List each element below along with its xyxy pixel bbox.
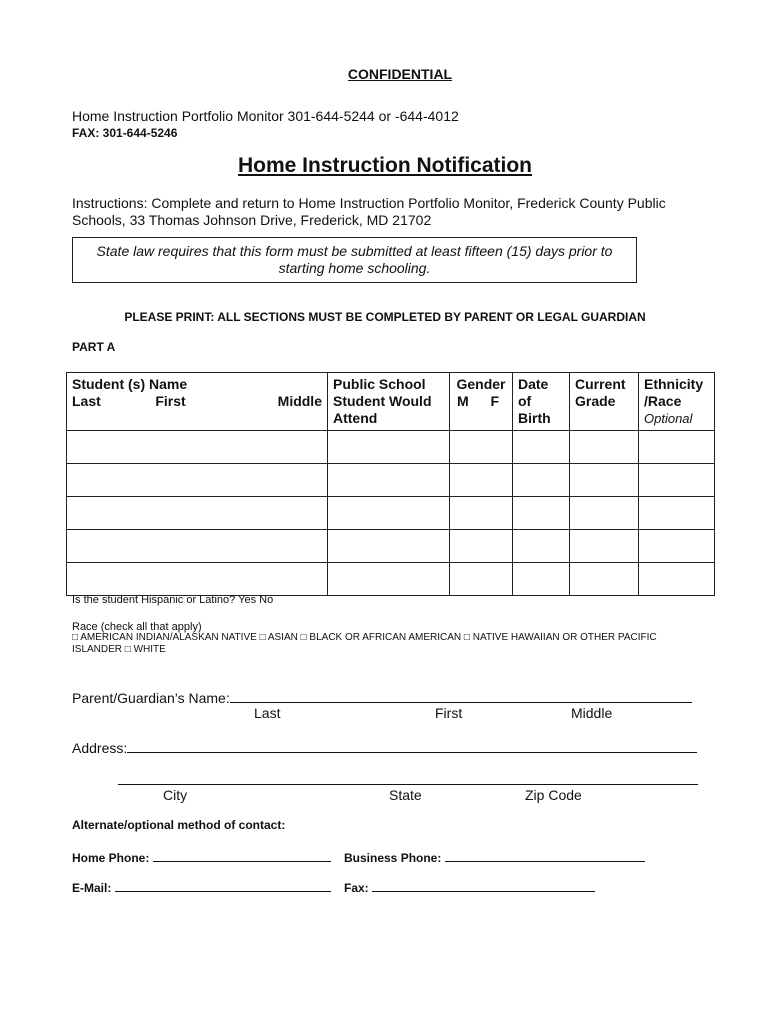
student-name-cell[interactable] — [67, 563, 328, 596]
notice-line-1: State law requires that this form must be submitted at least fifteen (15) days prior to — [96, 243, 613, 259]
email-row — [72, 879, 331, 895]
city-label: City — [163, 787, 188, 803]
ethnicity-optional-note: Optional — [644, 411, 693, 426]
gender-title: Gender — [456, 376, 506, 392]
ethnicity-cell[interactable] — [639, 431, 715, 464]
ethnicity-cell[interactable] — [639, 464, 715, 497]
home-phone-field[interactable] — [153, 849, 331, 862]
monitor-contact-line: Home Instruction Portfolio Monitor 301-644-5244 or -644-4012 — [72, 108, 459, 124]
fax-line: FAX: 301-644-5246 — [72, 126, 178, 140]
school-cell[interactable] — [328, 530, 450, 563]
ethnicity-title: Ethnicity /Race — [644, 376, 704, 409]
school-header: Public School Student Would Attend — [328, 373, 450, 431]
grade-cell[interactable] — [570, 464, 639, 497]
student-table — [66, 372, 715, 596]
gender-cell[interactable] — [450, 464, 513, 497]
business-phone-label: Business Phone: — [344, 851, 442, 865]
fax-contact-row — [344, 879, 595, 895]
gender-cell[interactable] — [450, 431, 513, 464]
race-options[interactable]: □ AMERICAN INDIAN/ALASKAN NATIVE □ ASIAN □ BLACK OR AFRICAN AMERICAN □ NATIVE HAWAIIAN OR OTHER PACIFIC ISLANDER □ WHITE — [72, 632, 657, 655]
hispanic-question: Is the student Hispanic or Latino? Yes No — [72, 594, 274, 606]
student-name-header — [67, 373, 328, 431]
dob-cell[interactable] — [513, 497, 570, 530]
student-name-first-label: First — [155, 393, 186, 409]
dob-cell[interactable] — [513, 563, 570, 596]
fax-contact-label: Fax: — [344, 881, 369, 895]
ethnicity-cell[interactable] — [639, 563, 715, 596]
confidential-heading: CONFIDENTIAL — [347, 66, 453, 82]
grade-cell[interactable] — [570, 431, 639, 464]
business-phone-field[interactable] — [445, 849, 645, 862]
table-row — [67, 563, 715, 596]
home-phone-label: Home Phone: — [72, 851, 150, 865]
instructions-text: Instructions: Complete and return to Home Instruction Portfolio Monitor, Frederick County Public Schools, 33 Thomas Johnson Drive, Frederick, MD 21702 — [72, 195, 666, 228]
dob-header: Date of Birth — [513, 373, 570, 431]
please-print-banner: PLEASE PRINT: ALL SECTIONS MUST BE COMPLETED BY PARENT OR LEGAL GUARDIAN — [124, 310, 646, 324]
grade-cell[interactable] — [570, 563, 639, 596]
school-cell[interactable] — [328, 497, 450, 530]
student-name-middle-label: Middle — [277, 393, 322, 409]
dob-cell[interactable] — [513, 530, 570, 563]
gender-m-label: M — [457, 393, 469, 409]
table-row — [67, 464, 715, 497]
gender-cell[interactable] — [450, 530, 513, 563]
ethnicity-cell[interactable] — [639, 530, 715, 563]
notice-line-2: starting home schooling. — [278, 260, 431, 276]
form-title: Home Instruction Notification — [238, 154, 532, 177]
student-name-cell[interactable] — [67, 497, 328, 530]
grade-cell[interactable] — [570, 530, 639, 563]
table-row — [67, 431, 715, 464]
guardian-middle-label: Middle — [571, 705, 613, 721]
dob-cell[interactable] — [513, 464, 570, 497]
part-a-label: PART A — [72, 340, 116, 354]
email-label: E-Mail: — [72, 881, 112, 895]
student-name-cell[interactable] — [67, 431, 328, 464]
school-cell[interactable] — [328, 464, 450, 497]
student-table-header — [67, 373, 715, 431]
student-name-last-label: Last — [72, 393, 101, 409]
guardian-first-label: First — [435, 705, 463, 721]
school-cell[interactable] — [328, 431, 450, 464]
race-heading: Race (check all that apply) — [72, 621, 202, 633]
guardian-name-label: Parent/Guardian’s Name: — [72, 690, 230, 706]
guardian-name-row — [72, 688, 692, 706]
ethnicity-header — [639, 373, 715, 431]
state-label: State — [389, 787, 422, 803]
student-name-title: Student (s) Name — [72, 376, 188, 392]
home-phone-row — [72, 849, 331, 865]
fax-contact-field[interactable] — [372, 879, 595, 892]
address-label: Address: — [72, 740, 128, 756]
school-cell[interactable] — [328, 563, 450, 596]
student-name-cell[interactable] — [67, 530, 328, 563]
student-name-cell[interactable] — [67, 464, 328, 497]
address-field[interactable] — [127, 738, 697, 753]
table-row — [67, 530, 715, 563]
grade-cell[interactable] — [570, 497, 639, 530]
gender-cell[interactable] — [450, 563, 513, 596]
gender-cell[interactable] — [450, 497, 513, 530]
business-phone-row — [344, 849, 645, 865]
guardian-last-label: Last — [254, 705, 281, 721]
ethnicity-cell[interactable] — [639, 497, 715, 530]
grade-header: Current Grade — [570, 373, 639, 431]
gender-f-label: F — [490, 393, 499, 409]
table-row — [67, 497, 715, 530]
alt-contact-heading: Alternate/optional method of contact: — [72, 818, 286, 832]
guardian-name-field[interactable] — [230, 688, 692, 703]
address-line-2-field[interactable] — [118, 770, 698, 785]
email-field[interactable] — [115, 879, 331, 892]
notice-box — [72, 237, 637, 283]
address-row — [72, 738, 697, 756]
dob-cell[interactable] — [513, 431, 570, 464]
gender-header — [450, 373, 513, 431]
zip-label: Zip Code — [525, 787, 582, 803]
